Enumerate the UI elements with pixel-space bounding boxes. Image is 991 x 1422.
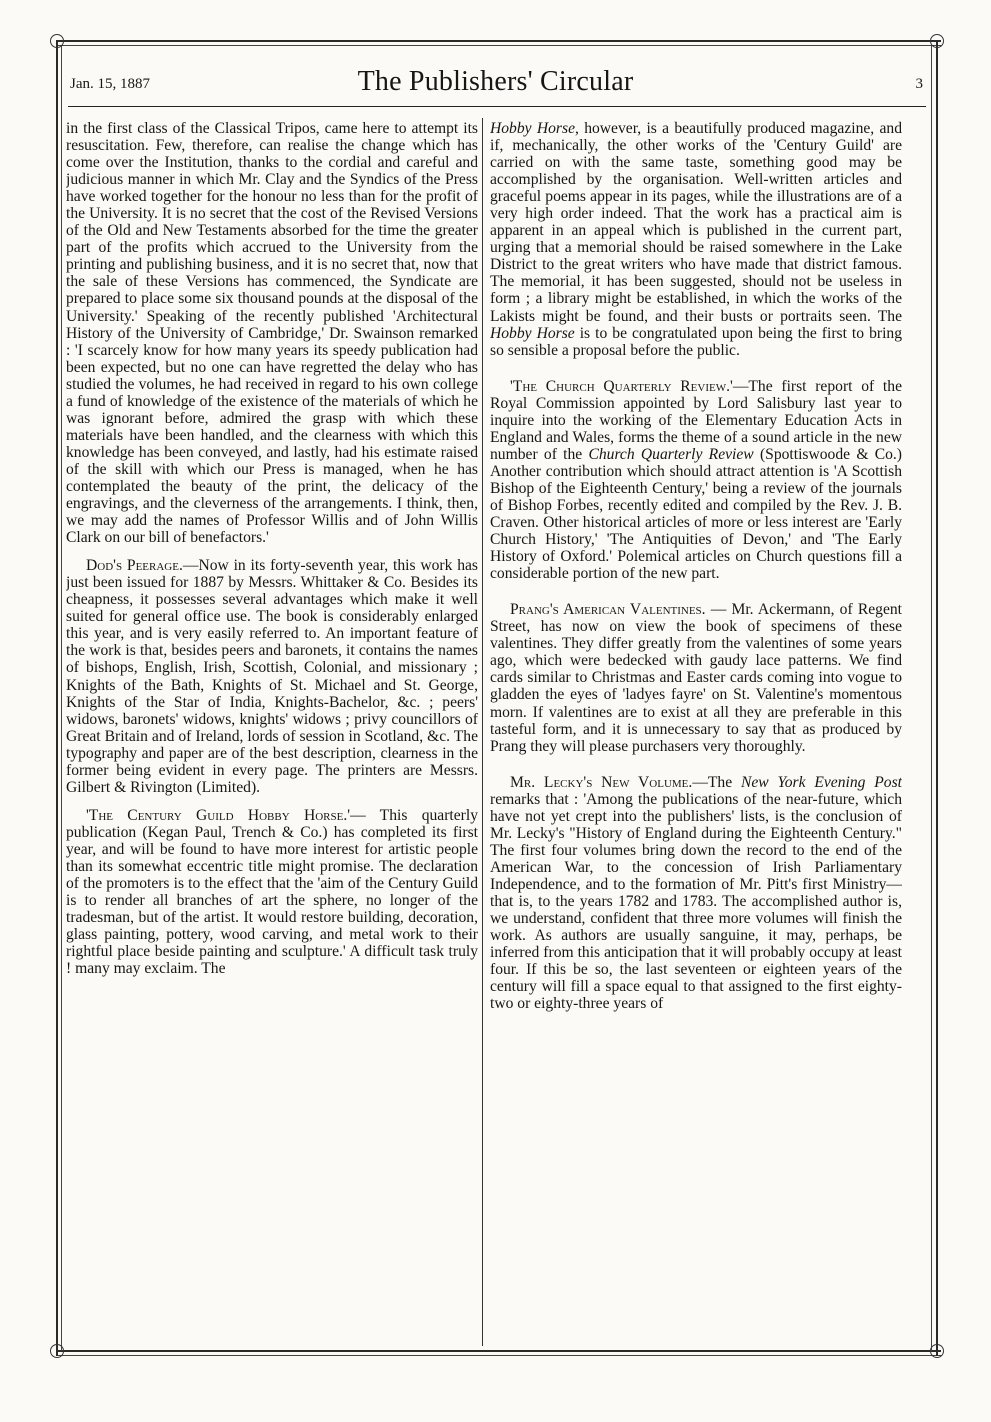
article-century-guild (66, 807, 478, 977)
frame-bottom-inner-rule (58, 1355, 941, 1356)
frame-top-rule (58, 40, 941, 42)
article-dods-peerage (66, 557, 478, 796)
frame-left-rule (56, 40, 58, 1356)
page-number: 3 (915, 76, 923, 92)
frame-top-inner-rule (58, 45, 941, 46)
frame-left-inner-rule (61, 45, 62, 1351)
article-heading: Dod's Peerage. (86, 557, 183, 575)
article-body: —Now in its forty-seventh year, this work has just been issued for 1887 by Messrs. Whittaker & Co. Besides its cheapness, it possesses several advantages which make it well suited for general office use. The book is considerably enlarged this year, and is very easily referred to. An important feature of the work is that, besides peers and baronets, it contains the names of bishops, English, Irish, Scottish, Colonial, and missionary ; Knights of the Bath, Knights of St. Michael and St. George, Knights of the Star of India, Knights-Bachelor, &c. ; peers' widows, baronets' widows, knights' widows ; privy councillors of Great Britain and of Ireland, lords of session in Scotland, &c. The typography and paper are of the best description, clearness in the former being evident in every page. The printers are Messrs. Gilbert & Rivington (Limited). (66, 557, 478, 796)
right-column (490, 120, 902, 1345)
corner-ornament-icon (50, 1344, 64, 1358)
article-body: is to be congratulated upon being the first to bring so sensible a proposal before the public. (490, 324, 902, 359)
corner-ornament-icon (930, 1344, 944, 1358)
italic-title: Hobby Horse (490, 120, 575, 137)
column-divider (482, 118, 483, 1346)
left-column (66, 120, 478, 1345)
page-title: The Publishers' Circular (357, 66, 634, 97)
italic-title: Church Quarterly Review (588, 445, 754, 463)
article-body: (Spottiswoode & Co.) Another contribution which should attract attention is 'A Scottish Bishop of the Eighteenth Century,' being a review of the journals of Bishop Forbes, recently edited and compiled by the Rev. J. B. Craven. Other historical articles of more or less interest are 'Early Church History,' 'The Antiquities of Devon,' and 'The Early History of Oxford.' Polemical articles on Church questions fill a considerable portion of the new part. (490, 445, 902, 583)
frame-right-inner-rule (931, 45, 932, 1351)
article-hobby-horse-cont (490, 120, 902, 359)
corner-ornament-icon (50, 34, 64, 48)
article-body: —The (692, 773, 741, 791)
article-body: — Mr. Ackermann, of Regent Street, has now on view the book of specimens of these valentines. They differ greatly from the valentines of some years ago, which were bedecked with gaudy lace patterns. We find cards similar to Christmas and Easter cards coming into vogue to gladden the eyes of 'ladyes fayre' on St. Valentine's momentous morn. If valentines are to exist at all they are preferable in this tasteful form, and it is unnecessary to say that as produced by Prang they will please purchasers very thoroughly. (490, 601, 902, 755)
article-prangs-valentines (490, 601, 902, 754)
article-body: remarks that : 'Among the publications of the near-future, which have not yet crept into the publishers' lists, is the conclusion of Mr. Lecky's "History of England during the Eighteenth Century." The first four volumes bring down the record to the end of the American War, to the concession of Irish Parliamentary Independence, and to the formation of Mr. Pitt's first Ministry—that is, to the years 1782 and 1783. The accomplished author is, we understand, confident that three more volumes will finish the work. As authors are usually sanguine, it may, perhaps, be inferred from this anticipation that it will probably occupy at least four. If this be so, the last seventeen or eighteen years of the century will fill a space equal to that assigned to the first eighty-two or eighty-three years of (490, 790, 902, 1013)
issue-date: Jan. 15, 1887 (70, 76, 150, 92)
frame-bottom-rule (58, 1350, 941, 1352)
article-body: — This quarterly publication (Kegan Paul, Trench & Co.) has completed its first year, and will be found to have more interest for artistic people than its somewhat eccentric title might promise. The declaration of the promoters is to the effect that the 'aim of the Century Guild is to render all branches of art the sphere, no longer of the tradesman, but of the artist. It would restore building, decoration, glass painting, pottery, wood carving, and metal work to their rightful place beside painting and sculpture.' A difficult task truly ! many may exclaim. The (66, 806, 478, 978)
article-body: —The first report of the Royal Commission appointed by Lord Salisbury last year to inquire into the working of the Elementary Education Acts in England and Wales, forms the theme of a sound article in the new number of the (490, 377, 902, 463)
article-heading: 'The Church Quarterly Review.' (510, 377, 733, 395)
italic-title: Hobby Horse (490, 324, 575, 342)
article-body: , however, is a beautifully produced magazine, and if, mechanically, the other works of the 'Century Guild' are carried on with the same taste, something good may be accomplished by the organisation. Well-written articles and graceful poems appear in its pages, while the illustrations are of a very high order indeed. That the work has a practical aim is apparent in an appeal which is published in the current part, urging that a memorial should be raised somewhere in the Lake District to the great writers who have made that district famous. The memorial, it has been suggested, should not be useless in form ; a library might be established, in which the works of the Lakists might be found, and their busts or portraits seen. The (490, 120, 902, 325)
article-church-quarterly (490, 378, 902, 583)
article-heading: Prang's American Valentines. (510, 601, 706, 619)
header-rule (68, 106, 926, 107)
frame-right-rule (936, 40, 938, 1356)
article-paragraph: in the first class of the Classical Tripos, came here to attempt its resuscitation. Few, therefore, can realise the change which has come over the Institution, thanks to the cordial and careful and judicious manner in which Mr. Clay and the Syndics of the Press have worked together for the honour no less than for the profit of the University. It is no secret that the cost of the Revised Versions of the Old and New Testaments absorbed for the time the greater part of the profits which accrued to the University from the printing and publishing business, and it is no secret that, now that the sale of these Versions has commenced, the Syndicate are prepared to place some six thousand pounds at the disposal of the University.' Speaking of the recently published 'Architectural History of the University of Cambridge,' Dr. Swainson remarked : 'I scarcely know for how many years its speedy publication had been expected, but no one can have regretted the delay who has studied the volumes, he had received in regard to his own college a fund of knowledge of the existence of the materials of which he was ignorant before, admired the grasp with which these materials have been handled, and the clearness with which this knowledge has been conveyed, and lastly, had his estimate raised of the skill with which our Press is managed, when he has contemplated the beauty of the print, the delicacy of the engravings, and the cleverness of the arrangements. I think, then, we may add the names of Professor Willis and of John Willis Clark on our bill of benefactors.' (66, 120, 478, 547)
article-heading: 'The Century Guild Hobby Horse.' (86, 806, 351, 824)
article-lecky-volume (490, 774, 902, 1013)
page-header (68, 64, 923, 104)
article-heading: Mr. Lecky's New Volume. (510, 773, 693, 791)
italic-title: New York Evening Post (740, 773, 902, 791)
corner-ornament-icon (930, 34, 944, 48)
